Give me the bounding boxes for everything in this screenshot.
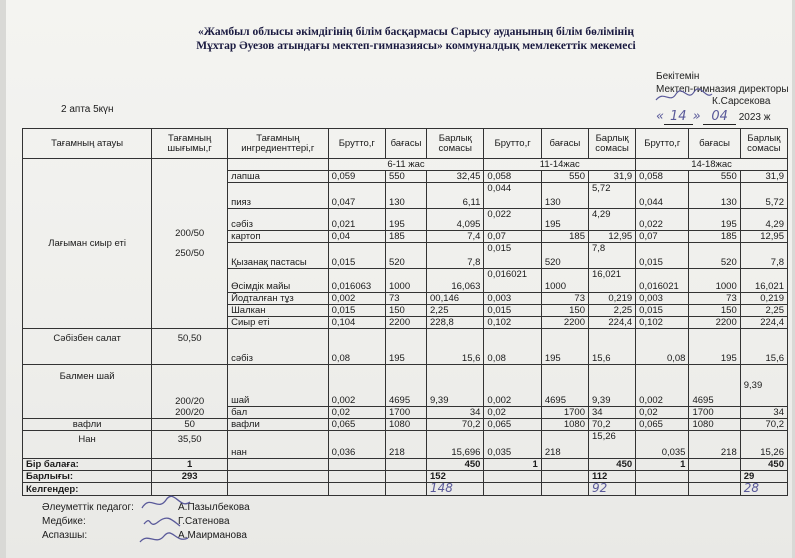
cell: 5,72 <box>740 183 787 209</box>
age-group-2: 11-14жас <box>484 159 636 171</box>
cell: 2,25 <box>740 305 787 317</box>
cell: 1000 <box>385 269 426 293</box>
dish-bread: Нан <box>23 431 152 459</box>
ingredient: Қызанақ пастасы <box>228 243 328 269</box>
came-age-3: 28 <box>743 482 760 495</box>
cell: 0,016063 <box>328 269 385 293</box>
col-price-3: бағасы <box>689 129 740 159</box>
all-label: Барлығы: <box>23 471 152 483</box>
cell: 73 <box>385 293 426 305</box>
cell: 9,39 <box>427 365 484 407</box>
cell: 1700 <box>541 407 588 419</box>
ingredient: картоп <box>228 231 328 243</box>
cell: 550 <box>541 171 588 183</box>
cell: 0,059 <box>328 171 385 183</box>
header-row <box>23 129 788 159</box>
cell: 130 <box>689 183 740 209</box>
approval-day: 14 <box>664 109 693 125</box>
col-gross-1: Брутто,г <box>328 129 385 159</box>
tea-portion-2: 200/20 <box>175 407 205 418</box>
cell: 15,6 <box>427 329 484 365</box>
col-gross-2: Брутто,г <box>484 129 541 159</box>
age-group-3: 14-18жас <box>636 159 788 171</box>
cell: 195 <box>689 209 740 231</box>
cell: 12,95 <box>589 231 636 243</box>
ingredient: вафли <box>228 419 328 431</box>
ingredient: сәбіз <box>228 329 328 365</box>
cell: 16,021 <box>589 269 636 293</box>
cell: 9,39 <box>589 365 636 407</box>
cell: 0,044 <box>636 183 689 209</box>
cell: 0,003 <box>636 293 689 305</box>
col-portion: Тағамның шығымы,г <box>152 129 228 159</box>
cell: 12,95 <box>740 231 787 243</box>
approval-position: Мектеп-гимназия директоры <box>656 84 789 95</box>
cell: 0,036 <box>328 431 385 459</box>
one-child-s1: 450 <box>427 459 484 471</box>
cell: 0,016021 <box>484 269 541 293</box>
one-child-s2: 450 <box>589 459 636 471</box>
signature-role: Медбике: <box>42 516 86 527</box>
cell: 31,9 <box>740 171 787 183</box>
dish-salad-portion: 50,50 <box>152 329 228 365</box>
cell: 0,08 <box>328 329 385 365</box>
cell: 218 <box>689 431 740 459</box>
cell: 0,02 <box>484 407 541 419</box>
lagman-portion-2: 250/50 <box>175 247 205 259</box>
col-dish-name: Тағамның атауы <box>23 129 152 159</box>
ingredient: Өсімдік майы <box>228 269 328 293</box>
cell: 0,022 <box>636 209 689 231</box>
table-row <box>23 419 788 431</box>
lagman-portion-1: 200/50 <box>175 227 205 239</box>
approval-month: 04 <box>703 109 736 125</box>
cell: 15,6 <box>740 329 787 365</box>
dish-tea-portion <box>152 365 228 419</box>
cell: 224,4 <box>589 317 636 329</box>
cell: 0,021 <box>328 209 385 231</box>
cell: 150 <box>689 305 740 317</box>
cell: 1700 <box>385 407 426 419</box>
cell: 195 <box>541 329 588 365</box>
all-age-3: 29 <box>740 471 787 483</box>
header-line-1: «Жамбыл облысы әкімдігінің білім басқармасы Сарысу ауданының білім бөлімінің <box>198 26 634 38</box>
ingredient: лапша <box>228 171 328 183</box>
all-portion: 293 <box>152 471 228 483</box>
one-child-g2: 1 <box>484 459 541 471</box>
ingredient: сәбіз <box>228 209 328 231</box>
col-total-3: Барлық сомасы <box>740 129 787 159</box>
age-group-1: 6-11 жас <box>328 159 484 171</box>
one-child-s3: 450 <box>740 459 787 471</box>
ingredient: пияз <box>228 183 328 209</box>
cell: 0,002 <box>328 293 385 305</box>
cell: 0,07 <box>484 231 541 243</box>
signature-role: Аспазшы: <box>42 530 88 541</box>
cell: 6,11 <box>427 183 484 209</box>
ingredient: Йодталған тұз <box>228 293 328 305</box>
cell: 34 <box>589 407 636 419</box>
tea-portion-1: 200/20 <box>175 396 205 407</box>
col-price-1: бағасы <box>385 129 426 159</box>
dish-lagman: Лағыман сиыр еті <box>23 159 152 329</box>
came-age-2: 92 <box>592 482 608 495</box>
cell: 185 <box>385 231 426 243</box>
signature-name: Г.Сатенова <box>178 516 230 527</box>
cell: 0,08 <box>636 329 689 365</box>
approval-director: К.Сарсекова <box>712 96 771 107</box>
cell: 16,021 <box>740 269 787 293</box>
ingredient: нан <box>228 431 328 459</box>
cell: 185 <box>689 231 740 243</box>
cell: 130 <box>385 183 426 209</box>
menu-table <box>22 128 788 496</box>
cell: 70,2 <box>740 419 787 431</box>
cell: 2200 <box>541 317 588 329</box>
cell: 0,219 <box>740 293 787 305</box>
cell: 73 <box>689 293 740 305</box>
col-ingredients: Тағамның ингредиенттері,г <box>228 129 328 159</box>
cell: 2,25 <box>589 305 636 317</box>
cell: 520 <box>689 243 740 269</box>
cell: 0,102 <box>636 317 689 329</box>
cell: 0,02 <box>328 407 385 419</box>
approval-title: Бекітемін <box>656 71 700 82</box>
ingredient: шай <box>228 365 328 407</box>
all-age-2: 112 <box>589 471 636 483</box>
table-row <box>23 365 788 407</box>
cell: 1080 <box>689 419 740 431</box>
cell: 70,2 <box>589 419 636 431</box>
came-label: Келгендер: <box>23 483 152 496</box>
cell: 34 <box>740 407 787 419</box>
cell: 0,002 <box>328 365 385 407</box>
cell: 31,9 <box>589 171 636 183</box>
cell: 0,08 <box>484 329 541 365</box>
all-age-1: 152 <box>427 471 484 483</box>
cell: 0,044 <box>484 183 541 209</box>
cell: 7,4 <box>427 231 484 243</box>
cell: 0,035 <box>484 431 541 459</box>
cell: 4695 <box>689 365 740 407</box>
cell: 0,035 <box>636 431 689 459</box>
director-signature <box>654 88 714 106</box>
cell: 0,065 <box>484 419 541 431</box>
total-row-one-child <box>23 459 788 471</box>
cell: 32,45 <box>427 171 484 183</box>
cell: 0,065 <box>328 419 385 431</box>
cell: 0,219 <box>589 293 636 305</box>
cell: 0,047 <box>328 183 385 209</box>
menu-sheet <box>6 0 792 558</box>
dish-wafer: вафли <box>23 419 152 431</box>
cell: 195 <box>689 329 740 365</box>
cell: 4,095 <box>427 209 484 231</box>
cell: 218 <box>385 431 426 459</box>
dish-wafer-portion: 50 <box>152 419 228 431</box>
cell: 0,058 <box>636 171 689 183</box>
col-total-2: Барлық сомасы <box>589 129 636 159</box>
cell: 195 <box>385 209 426 231</box>
cell: 550 <box>689 171 740 183</box>
signature-nurse <box>42 516 230 527</box>
cell: 0,104 <box>328 317 385 329</box>
cell: 0,003 <box>484 293 541 305</box>
cell: 130 <box>541 183 588 209</box>
col-price-2: бағасы <box>541 129 588 159</box>
cell: 224,4 <box>740 317 787 329</box>
cell: 15,26 <box>589 431 636 459</box>
handwritten-signatures <box>136 490 196 550</box>
cell: 228,8 <box>427 317 484 329</box>
cell: 150 <box>541 305 588 317</box>
one-child-g3: 1 <box>636 459 689 471</box>
cell: 2200 <box>385 317 426 329</box>
table-row <box>23 431 788 459</box>
cell: 4,29 <box>740 209 787 231</box>
cell: 4,29 <box>589 209 636 231</box>
cell: 0,015 <box>484 243 541 269</box>
table-row <box>23 329 788 365</box>
cell: 00,146 <box>427 293 484 305</box>
cell: 5,72 <box>589 183 636 209</box>
came-age-1: 148 <box>430 482 453 495</box>
week-label: 2 апта 5күн <box>61 104 114 115</box>
cell: 7,8 <box>589 243 636 269</box>
cell: 15,6 <box>589 329 636 365</box>
dish-lagman-portion <box>152 159 228 329</box>
cell: 34 <box>427 407 484 419</box>
total-row-all <box>23 471 788 483</box>
cell: 520 <box>385 243 426 269</box>
cell: 1000 <box>689 269 740 293</box>
cell: 1080 <box>385 419 426 431</box>
cell: 1000 <box>541 269 588 293</box>
cell: 15,696 <box>427 431 484 459</box>
age-row <box>23 159 788 171</box>
cell: 0,002 <box>636 365 689 407</box>
cell: 0,07 <box>636 231 689 243</box>
cell: 0,015 <box>484 305 541 317</box>
cell: 0,015 <box>328 243 385 269</box>
signature-cook <box>42 530 247 541</box>
cell: 195 <box>385 329 426 365</box>
cell: 70,2 <box>427 419 484 431</box>
cell: 0,065 <box>636 419 689 431</box>
cell: 195 <box>541 209 588 231</box>
cell: 0,058 <box>484 171 541 183</box>
cell: 7,8 <box>740 243 787 269</box>
cell: 1700 <box>689 407 740 419</box>
cell: 9,39 <box>740 365 787 407</box>
cell: 4695 <box>541 365 588 407</box>
cell: 0,015 <box>636 243 689 269</box>
one-child-portion: 1 <box>152 459 228 471</box>
cell: 0,016021 <box>636 269 689 293</box>
ingredient: Шалкан <box>228 305 328 317</box>
cell: 0,02 <box>636 407 689 419</box>
cell: 520 <box>541 243 588 269</box>
signature-role: Әлеуметтік педагог: <box>42 502 134 513</box>
cell: 73 <box>541 293 588 305</box>
ingredient: Сиыр еті <box>228 317 328 329</box>
one-child-label: Бір балаға: <box>23 459 152 471</box>
col-gross-3: Брутто,г <box>636 129 689 159</box>
cell: 2200 <box>689 317 740 329</box>
cell: 0,022 <box>484 209 541 231</box>
cell: 1080 <box>541 419 588 431</box>
cell: 16,063 <box>427 269 484 293</box>
cell: 2,25 <box>427 305 484 317</box>
col-total-1: Барлық сомасы <box>427 129 484 159</box>
cell: 0,015 <box>636 305 689 317</box>
signature-name: А.Маирманова <box>178 530 247 541</box>
approval-year: 2023 ж <box>738 112 771 123</box>
cell: 0,002 <box>484 365 541 407</box>
cell: 15,26 <box>740 431 787 459</box>
dish-salad: Сәбізбен салат <box>23 329 152 365</box>
cell: 0,015 <box>328 305 385 317</box>
cell: 0,04 <box>328 231 385 243</box>
cell: 550 <box>385 171 426 183</box>
cell: 150 <box>385 305 426 317</box>
dish-tea: Балмен шай <box>23 365 152 419</box>
cell: 185 <box>541 231 588 243</box>
header-line-2: Мұхтар Әуезов атындағы мектеп-гимназиясы» коммуналдық мемлекеттік мекемесі <box>196 40 636 52</box>
signature-name: А.Пазылбекова <box>178 502 250 513</box>
signature-social-pedagogue <box>42 502 250 513</box>
cell: 0,102 <box>484 317 541 329</box>
approval-date: « 14 » 04 2023 ж <box>656 109 771 124</box>
cell: 7,8 <box>427 243 484 269</box>
cell: 218 <box>541 431 588 459</box>
cell: 4695 <box>385 365 426 407</box>
dish-bread-portion: 35,50 <box>152 431 228 459</box>
ingredient: бал <box>228 407 328 419</box>
